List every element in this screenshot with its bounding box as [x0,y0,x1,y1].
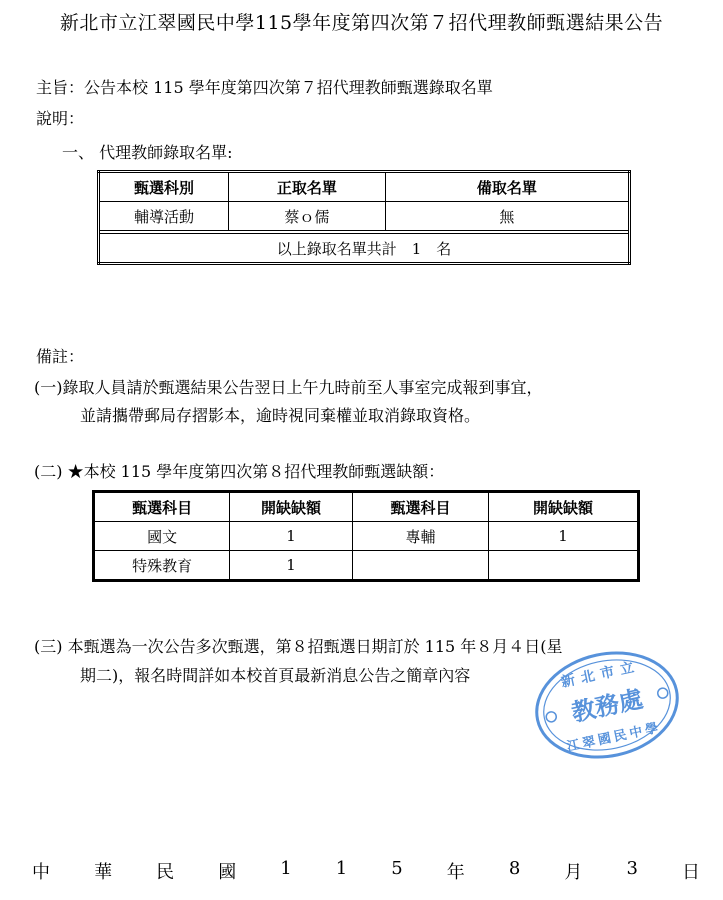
seal-emblem-right-icon [657,687,669,699]
remarks-label: 備註： [36,347,85,366]
date-char: 5 [391,858,403,879]
date-char: 3 [626,858,638,879]
cell-subject: 國文 [94,522,230,551]
cell-vacancy: 1 [230,551,353,581]
seal-top-text: 新北市立 [559,658,642,691]
table-header-row [94,492,639,522]
date-char: 8 [508,858,521,879]
date-char: 年 [446,862,465,883]
cell-admitted: 蔡ｏ儒 [229,202,386,231]
header-vacancy-1: 開缺缺額 [230,492,353,522]
table-total-row [99,234,630,264]
note-2-heading: (二) ★本校 115 學年度第四次第８招代理教師甄選缺額： [34,462,445,481]
total-count: 以上錄取名單共計 1 名 [99,234,630,264]
cell-subject [352,551,488,581]
header-subject-2: 甄選科目 [352,492,488,522]
table-header-row [99,172,630,202]
header-subject-1: 甄選科目 [94,492,230,522]
date-char: 國 [218,862,237,883]
cell-vacancy: 1 [489,522,639,551]
explanation-label: 說明： [36,109,85,128]
document-title: 新北市立江翠國民中學115學年度第四次第７招代理教師甄選結果公告 [59,12,664,34]
header-subject: 甄選科別 [99,172,229,202]
table-row [94,551,639,581]
hired-teachers-table [97,170,631,265]
date-char: 民 [156,862,175,883]
table-row [94,522,639,551]
date-char: 華 [94,862,113,883]
date-char: 日 [681,862,700,883]
date-char: 1 [280,858,292,879]
cell-subject: 特殊教育 [94,551,230,581]
date-char: 1 [335,858,348,879]
header-admitted: 正取名單 [229,172,386,202]
vacancy-table [92,490,640,582]
header-vacancy-2: 開缺缺額 [489,492,639,522]
table-row [99,202,630,231]
cell-subject: 輔導活動 [99,202,229,231]
seal-emblem-left-icon [545,711,557,723]
header-waitlist: 備取名單 [385,172,629,202]
date-char: 中 [32,862,50,883]
cell-vacancy: 1 [230,522,353,551]
note-3-line-1: (三) 本甄選為一次公告多次甄選，第８招甄選日期訂於 115 年８月４日(星 [34,637,563,656]
office-seal-stamp [532,650,682,760]
note-1-line-1: (一)錄取人員請於甄選結果公告翌日上午九時前至人事室完成報到事宜， [34,378,543,397]
note-1-line-2: 並請攜帶郵局存摺影本，逾時視同棄權並取消錄取資格。 [80,406,481,425]
seal-center-text: 教務處 [568,683,646,728]
cell-waitlist: 無 [385,202,629,231]
subject-line: 主旨：公告本校 115 學年度第四次第７招代理教師甄選錄取名單 [36,78,493,97]
seal-bottom-text: 江翠國民中學 [565,720,663,756]
cell-vacancy [489,551,639,581]
date-char: 月 [564,862,583,883]
issue-date-line [32,858,700,884]
cell-subject: 專輔 [352,522,488,551]
note-3-line-2: 期二)，報名時間詳如本校首頁最新消息公告之簡章內容 [80,666,471,685]
section-heading-hired-list: 一、 代理教師錄取名單: [62,143,233,162]
